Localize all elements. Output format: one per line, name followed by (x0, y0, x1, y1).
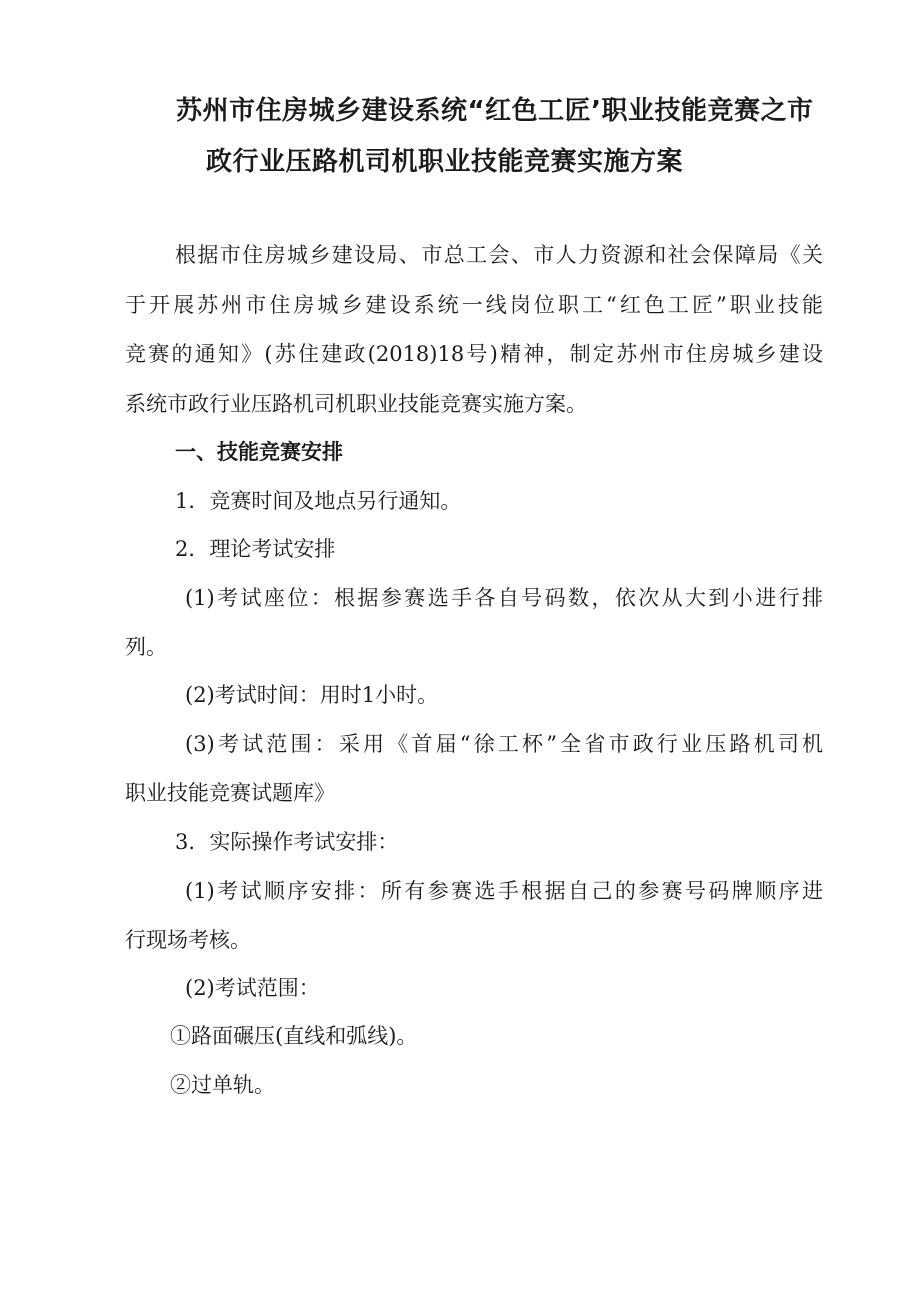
list-item-2: 2．理论考试安排 (175, 537, 336, 561)
intro-paragraph-line-4: 系统市政行业压路机司机职业技能竞赛实施方案。 (125, 392, 587, 416)
sub-item-3-2-ii: ②过单轨。 (170, 1073, 275, 1097)
section-heading: 一、技能竞赛安排 (175, 440, 343, 464)
sub-item-2-2: (2)考试时间：用时1小时。 (185, 683, 439, 707)
document-title-line-1: 苏州市住房城乡建设系统“红色工匠’职业技能竞赛之市 (176, 96, 814, 126)
sub-item-2-3-line-1: (3)考试范围：采用《首届“徐工杯”全省市政行业压路机司机 (185, 732, 823, 756)
intro-paragraph-line-1: 根据市住房城乡建设局、市总工会、市人力资源和社会保障局《关 (175, 243, 823, 267)
sub-item-3-2-i: ①路面碾压(直线和弧线)。 (170, 1024, 418, 1048)
list-item-3: 3．实际操作考试安排： (175, 830, 399, 854)
sub-item-2-1-line-2: 列。 (125, 635, 167, 659)
intro-paragraph-line-3: 竞赛的通知》(苏住建政(2018)18号)精神，制定苏州市住房城乡建设 (125, 342, 823, 366)
intro-paragraph-line-2: 于开展苏州市住房城乡建设系统一线岗位职工“红色工匠”职业技能 (125, 293, 823, 317)
sub-item-2-3-line-2: 职业技能竞赛试题库》 (125, 781, 335, 805)
list-item-1: 1．竞赛时间及地点另行通知。 (175, 489, 462, 513)
sub-item-2-1-line-1: (1)考试座位：根据参赛选手各自号码数，依次从大到小进行排 (185, 586, 823, 610)
document-title-line-2: 政行业压路机司机职业技能竞赛实施方案 (206, 147, 684, 177)
sub-item-3-1-line-2: 行现场考核。 (125, 928, 251, 952)
sub-item-3-1-line-1: (1)考试顺序安排：所有参赛选手根据自己的参赛号码牌顺序进 (185, 879, 823, 903)
sub-item-3-2: (2)考试范围： (185, 976, 320, 1000)
